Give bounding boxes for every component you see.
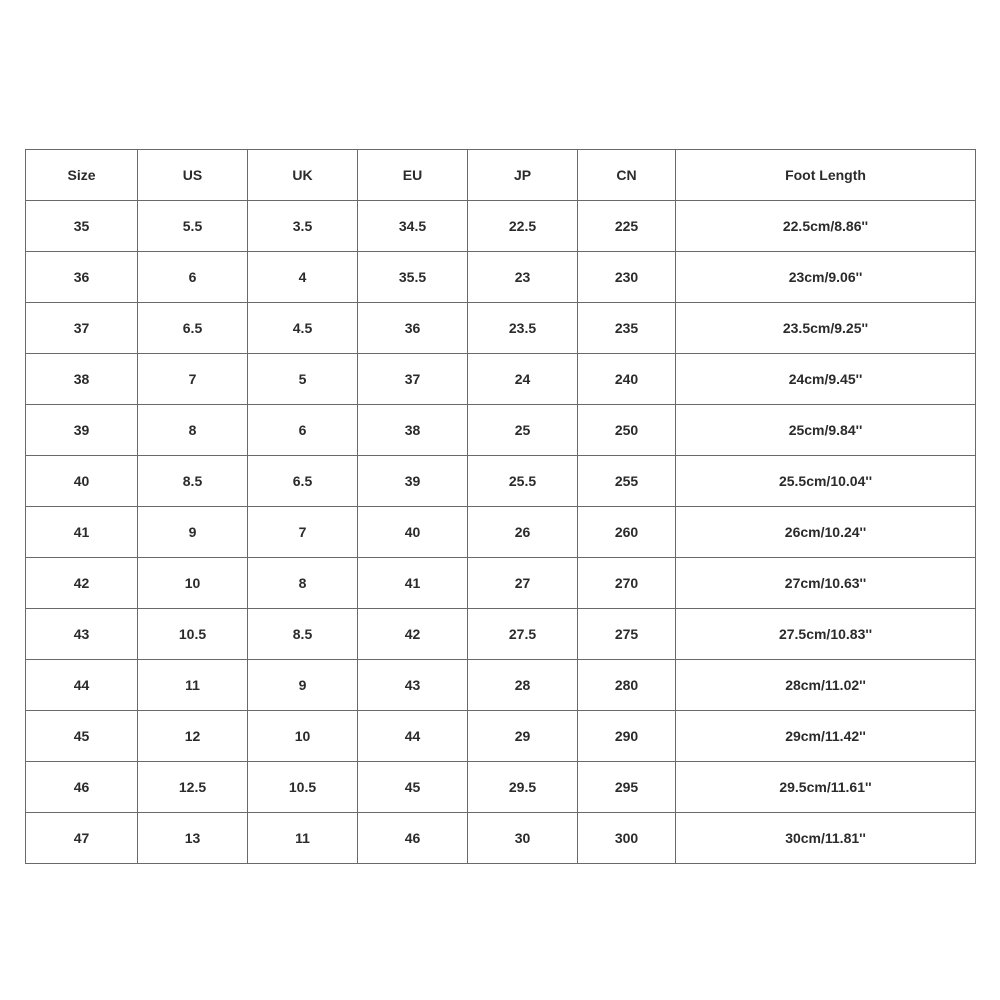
table-row <box>26 558 976 609</box>
cell-eu: 41 <box>358 558 468 609</box>
header-cell-jp: JP <box>468 150 578 201</box>
cell-eu: 36 <box>358 303 468 354</box>
header-cell-size: Size <box>26 150 138 201</box>
cell-cn: 270 <box>578 558 676 609</box>
cell-uk: 7 <box>248 507 358 558</box>
cell-jp: 26 <box>468 507 578 558</box>
cell-foot-length: 22.5cm/8.86'' <box>676 201 976 252</box>
cell-eu: 40 <box>358 507 468 558</box>
cell-us: 8 <box>138 405 248 456</box>
header-cell-foot-length: Foot Length <box>676 150 976 201</box>
cell-jp: 25 <box>468 405 578 456</box>
cell-cn: 235 <box>578 303 676 354</box>
cell-uk: 10 <box>248 711 358 762</box>
cell-size: 36 <box>26 252 138 303</box>
table-row <box>26 762 976 813</box>
cell-eu: 46 <box>358 813 468 864</box>
cell-uk: 4 <box>248 252 358 303</box>
cell-uk: 8.5 <box>248 609 358 660</box>
cell-uk: 9 <box>248 660 358 711</box>
table-row <box>26 354 976 405</box>
cell-us: 9 <box>138 507 248 558</box>
cell-foot-length: 25cm/9.84'' <box>676 405 976 456</box>
cell-foot-length: 29cm/11.42'' <box>676 711 976 762</box>
cell-us: 8.5 <box>138 456 248 507</box>
cell-uk: 5 <box>248 354 358 405</box>
cell-jp: 25.5 <box>468 456 578 507</box>
table-row <box>26 507 976 558</box>
cell-eu: 39 <box>358 456 468 507</box>
cell-cn: 260 <box>578 507 676 558</box>
table-row <box>26 456 976 507</box>
cell-eu: 38 <box>358 405 468 456</box>
cell-cn: 240 <box>578 354 676 405</box>
cell-foot-length: 30cm/11.81'' <box>676 813 976 864</box>
cell-uk: 11 <box>248 813 358 864</box>
cell-eu: 44 <box>358 711 468 762</box>
size-chart-table <box>25 149 976 864</box>
header-cell-eu: EU <box>358 150 468 201</box>
table-row <box>26 405 976 456</box>
cell-size: 39 <box>26 405 138 456</box>
table-row <box>26 252 976 303</box>
cell-jp: 23 <box>468 252 578 303</box>
cell-foot-length: 23.5cm/9.25'' <box>676 303 976 354</box>
cell-foot-length: 25.5cm/10.04'' <box>676 456 976 507</box>
cell-us: 5.5 <box>138 201 248 252</box>
cell-jp: 29 <box>468 711 578 762</box>
cell-eu: 45 <box>358 762 468 813</box>
cell-cn: 300 <box>578 813 676 864</box>
cell-us: 11 <box>138 660 248 711</box>
cell-cn: 230 <box>578 252 676 303</box>
cell-size: 40 <box>26 456 138 507</box>
cell-size: 35 <box>26 201 138 252</box>
cell-us: 13 <box>138 813 248 864</box>
cell-eu: 43 <box>358 660 468 711</box>
table-row <box>26 711 976 762</box>
cell-foot-length: 29.5cm/11.61'' <box>676 762 976 813</box>
table-row <box>26 660 976 711</box>
table-row <box>26 609 976 660</box>
cell-uk: 4.5 <box>248 303 358 354</box>
cell-jp: 27.5 <box>468 609 578 660</box>
cell-cn: 225 <box>578 201 676 252</box>
table-row <box>26 201 976 252</box>
cell-cn: 290 <box>578 711 676 762</box>
cell-jp: 27 <box>468 558 578 609</box>
cell-size: 38 <box>26 354 138 405</box>
cell-jp: 24 <box>468 354 578 405</box>
table-row <box>26 303 976 354</box>
cell-foot-length: 24cm/9.45'' <box>676 354 976 405</box>
cell-uk: 10.5 <box>248 762 358 813</box>
cell-size: 41 <box>26 507 138 558</box>
cell-foot-length: 27.5cm/10.83'' <box>676 609 976 660</box>
cell-eu: 34.5 <box>358 201 468 252</box>
cell-size: 37 <box>26 303 138 354</box>
cell-foot-length: 26cm/10.24'' <box>676 507 976 558</box>
header-row <box>26 150 976 201</box>
cell-jp: 23.5 <box>468 303 578 354</box>
cell-size: 44 <box>26 660 138 711</box>
cell-size: 43 <box>26 609 138 660</box>
cell-size: 42 <box>26 558 138 609</box>
size-chart-body <box>26 150 976 864</box>
table-row <box>26 813 976 864</box>
cell-eu: 42 <box>358 609 468 660</box>
cell-size: 47 <box>26 813 138 864</box>
cell-foot-length: 28cm/11.02'' <box>676 660 976 711</box>
cell-jp: 30 <box>468 813 578 864</box>
cell-us: 7 <box>138 354 248 405</box>
header-cell-us: US <box>138 150 248 201</box>
cell-jp: 22.5 <box>468 201 578 252</box>
cell-us: 10 <box>138 558 248 609</box>
cell-us: 12.5 <box>138 762 248 813</box>
cell-jp: 29.5 <box>468 762 578 813</box>
cell-us: 6 <box>138 252 248 303</box>
cell-uk: 3.5 <box>248 201 358 252</box>
cell-cn: 280 <box>578 660 676 711</box>
cell-eu: 37 <box>358 354 468 405</box>
cell-us: 10.5 <box>138 609 248 660</box>
cell-eu: 35.5 <box>358 252 468 303</box>
cell-foot-length: 27cm/10.63'' <box>676 558 976 609</box>
cell-cn: 255 <box>578 456 676 507</box>
cell-us: 6.5 <box>138 303 248 354</box>
cell-uk: 6 <box>248 405 358 456</box>
cell-jp: 28 <box>468 660 578 711</box>
cell-us: 12 <box>138 711 248 762</box>
cell-uk: 6.5 <box>248 456 358 507</box>
cell-size: 46 <box>26 762 138 813</box>
header-cell-cn: CN <box>578 150 676 201</box>
header-cell-uk: UK <box>248 150 358 201</box>
cell-cn: 250 <box>578 405 676 456</box>
cell-cn: 295 <box>578 762 676 813</box>
cell-uk: 8 <box>248 558 358 609</box>
cell-size: 45 <box>26 711 138 762</box>
cell-cn: 275 <box>578 609 676 660</box>
cell-foot-length: 23cm/9.06'' <box>676 252 976 303</box>
